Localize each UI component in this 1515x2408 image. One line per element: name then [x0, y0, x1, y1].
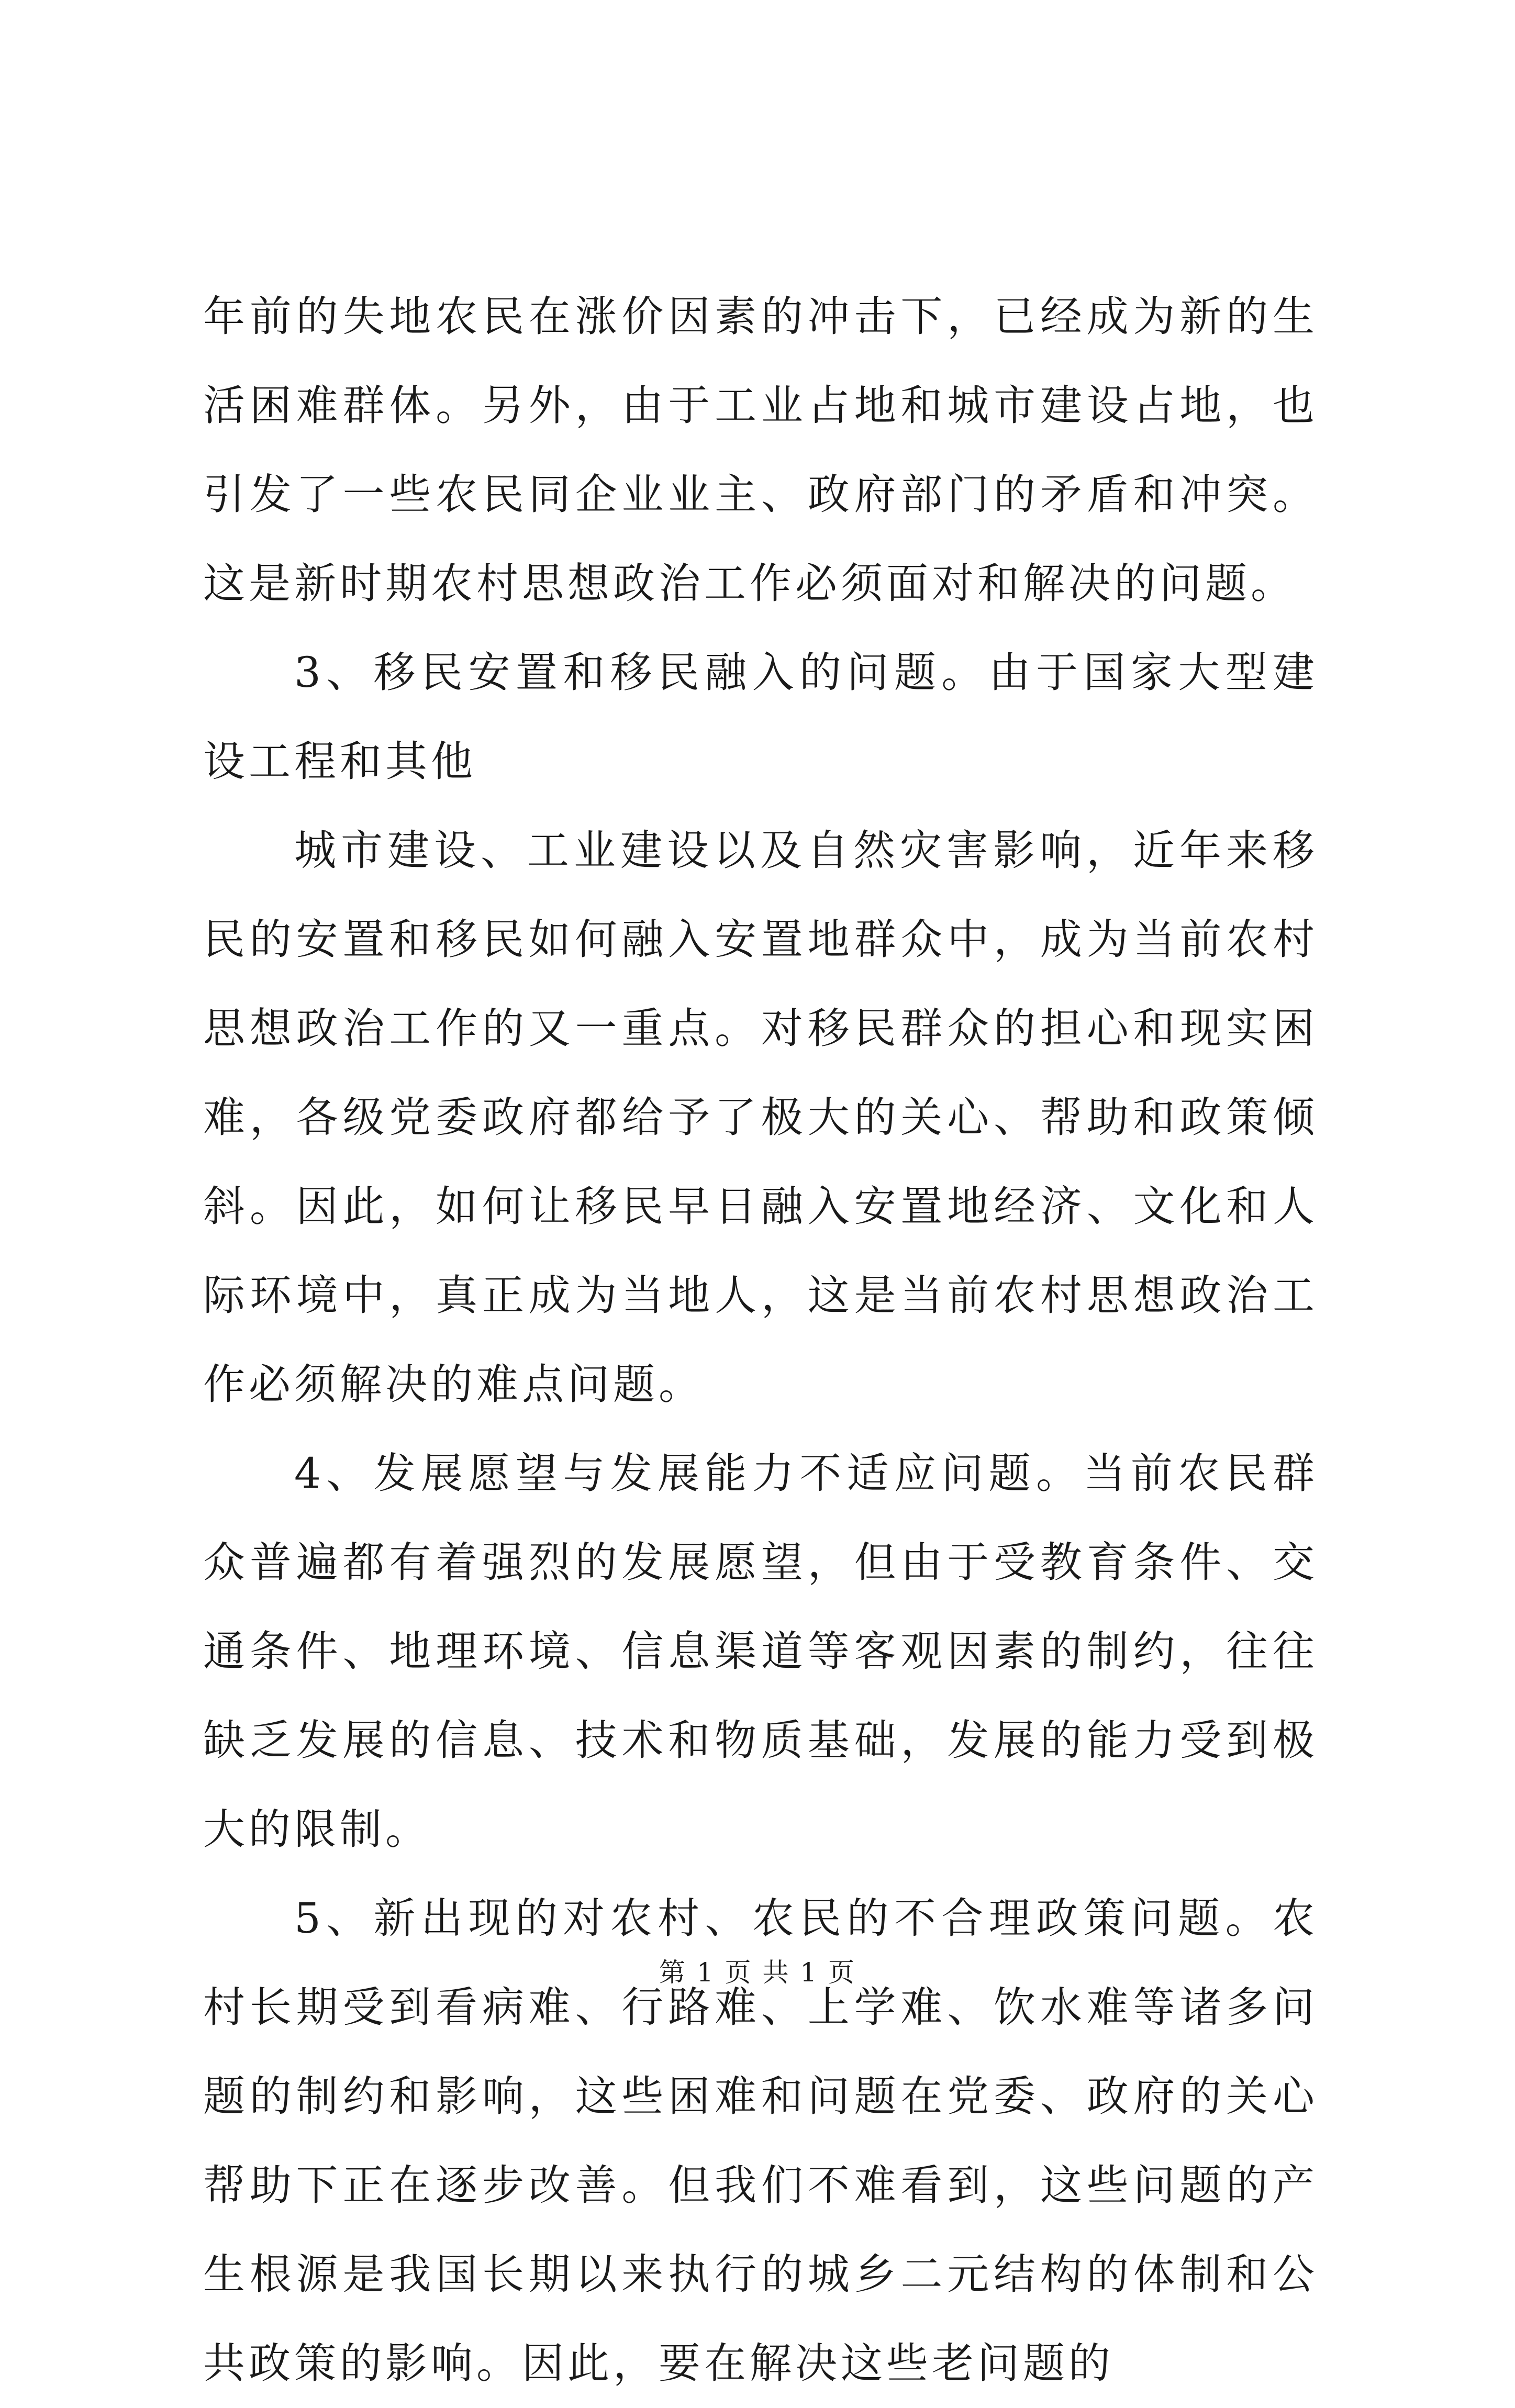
paragraph-2: 3、移民安置和移民融入的问题。由于国家大型建设工程和其他 — [203, 648, 1318, 786]
paragraph-5: 5、新出现的对农村、农民的不合理政策问题。农村长期受到看病难、行路难、上学难、饮水难等诸多问题的制约和影响，这些困难和问题在党委、政府的关心帮助下正在逐步改善。但我们不难看到，这些问题的产生根源是我国长期以来执行的城乡二元结构的体制和公共政策的影响。因此，要在解决这些老问题的 — [203, 1894, 1318, 2388]
paragraph-3: 城市建设、工业建设以及自然灾害影响，近年来移民的安置和移民如何融入安置地群众中，成为当前农村思想政治工作的又一重点。对移民群众的担心和现实困难，各级党委政府都给予了极大的关心、帮助和政策倾斜。因此，如何让移民早日融入安置地经济、文化和人际环境中，真正成为当地人，这是当前农村思想政治工作必须解决的难点问题。 — [203, 826, 1318, 1409]
page-number-label: 第 1 页 共 1 页 — [659, 1957, 856, 1988]
document-body — [203, 272, 1318, 2408]
paragraph-1: 年前的失地农民在涨价因素的冲击下，已经成为新的生活困难群体。另外，由于工业占地和城市建设占地，也引发了一些农民同企业业主、政府部门的矛盾和冲突。这是新时期农村思想政治工作必须面对和解决的问题。 — [203, 292, 1318, 608]
paragraph-4: 4、发展愿望与发展能力不适应问题。当前农民群众普遍都有着强烈的发展愿望，但由于受教育条件、交通条件、地理环境、信息渠道等客观因素的制约，往往缺乏发展的信息、技术和物质基础，发展的能力受到极大的限制。 — [203, 1449, 1318, 1854]
page-footer — [0, 1957, 1515, 1988]
